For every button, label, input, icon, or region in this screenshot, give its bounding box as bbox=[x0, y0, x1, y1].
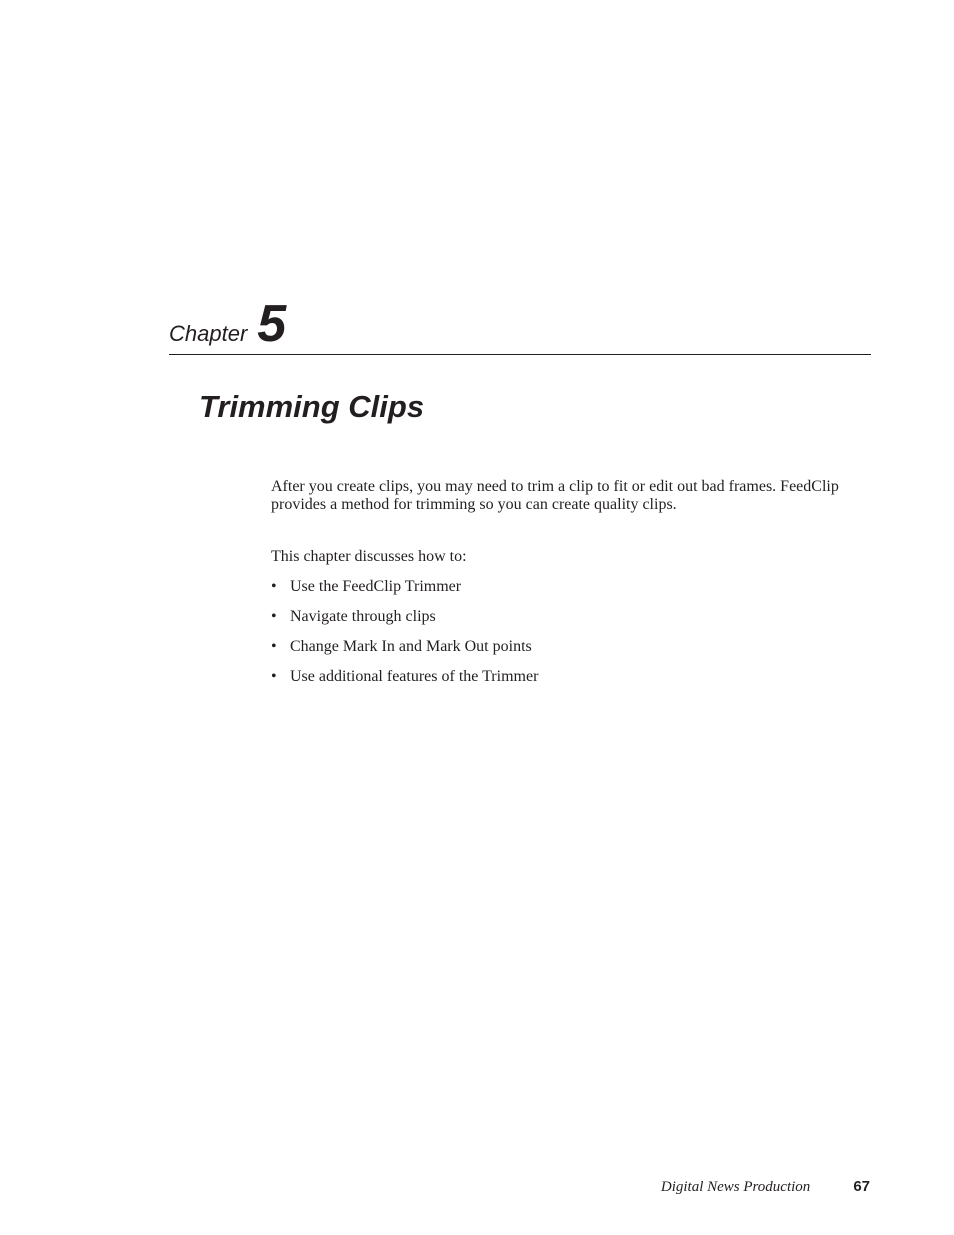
list-item bbox=[271, 668, 871, 686]
list-item bbox=[271, 638, 871, 656]
list-item-text: Use the FeedClip Trimmer bbox=[290, 578, 462, 595]
page-number: 67 bbox=[853, 1178, 870, 1195]
footer-book-title: Digital News Production bbox=[660, 1179, 811, 1195]
chapter-divider bbox=[169, 354, 871, 355]
list-lead: This chapter discusses how to: bbox=[271, 548, 467, 565]
page-footer bbox=[661, 1178, 870, 1196]
chapter-heading bbox=[169, 295, 287, 353]
bullet-icon: • bbox=[271, 578, 277, 595]
list-item bbox=[271, 608, 871, 626]
list-item-text: Navigate through clips bbox=[290, 608, 436, 625]
bullet-icon: • bbox=[271, 638, 277, 655]
list-item-text: Change Mark In and Mark Out points bbox=[290, 638, 532, 655]
bullet-icon: • bbox=[271, 608, 277, 625]
list-item-text: Use additional features of the Trimmer bbox=[290, 668, 539, 685]
intro-paragraph: After you create clips, you may need to trim a clip to fit or edit out bad frames. FeedClip provides a method for trimming so you can create quality clips. bbox=[271, 478, 839, 513]
chapter-title: Trimming Clips bbox=[199, 389, 425, 424]
list-item bbox=[271, 578, 871, 596]
chapter-label: Chapter bbox=[169, 321, 248, 346]
topic-list bbox=[271, 578, 871, 686]
bullet-icon: • bbox=[271, 668, 277, 685]
chapter-number: 5 bbox=[257, 295, 287, 353]
chapter-body bbox=[271, 478, 871, 686]
